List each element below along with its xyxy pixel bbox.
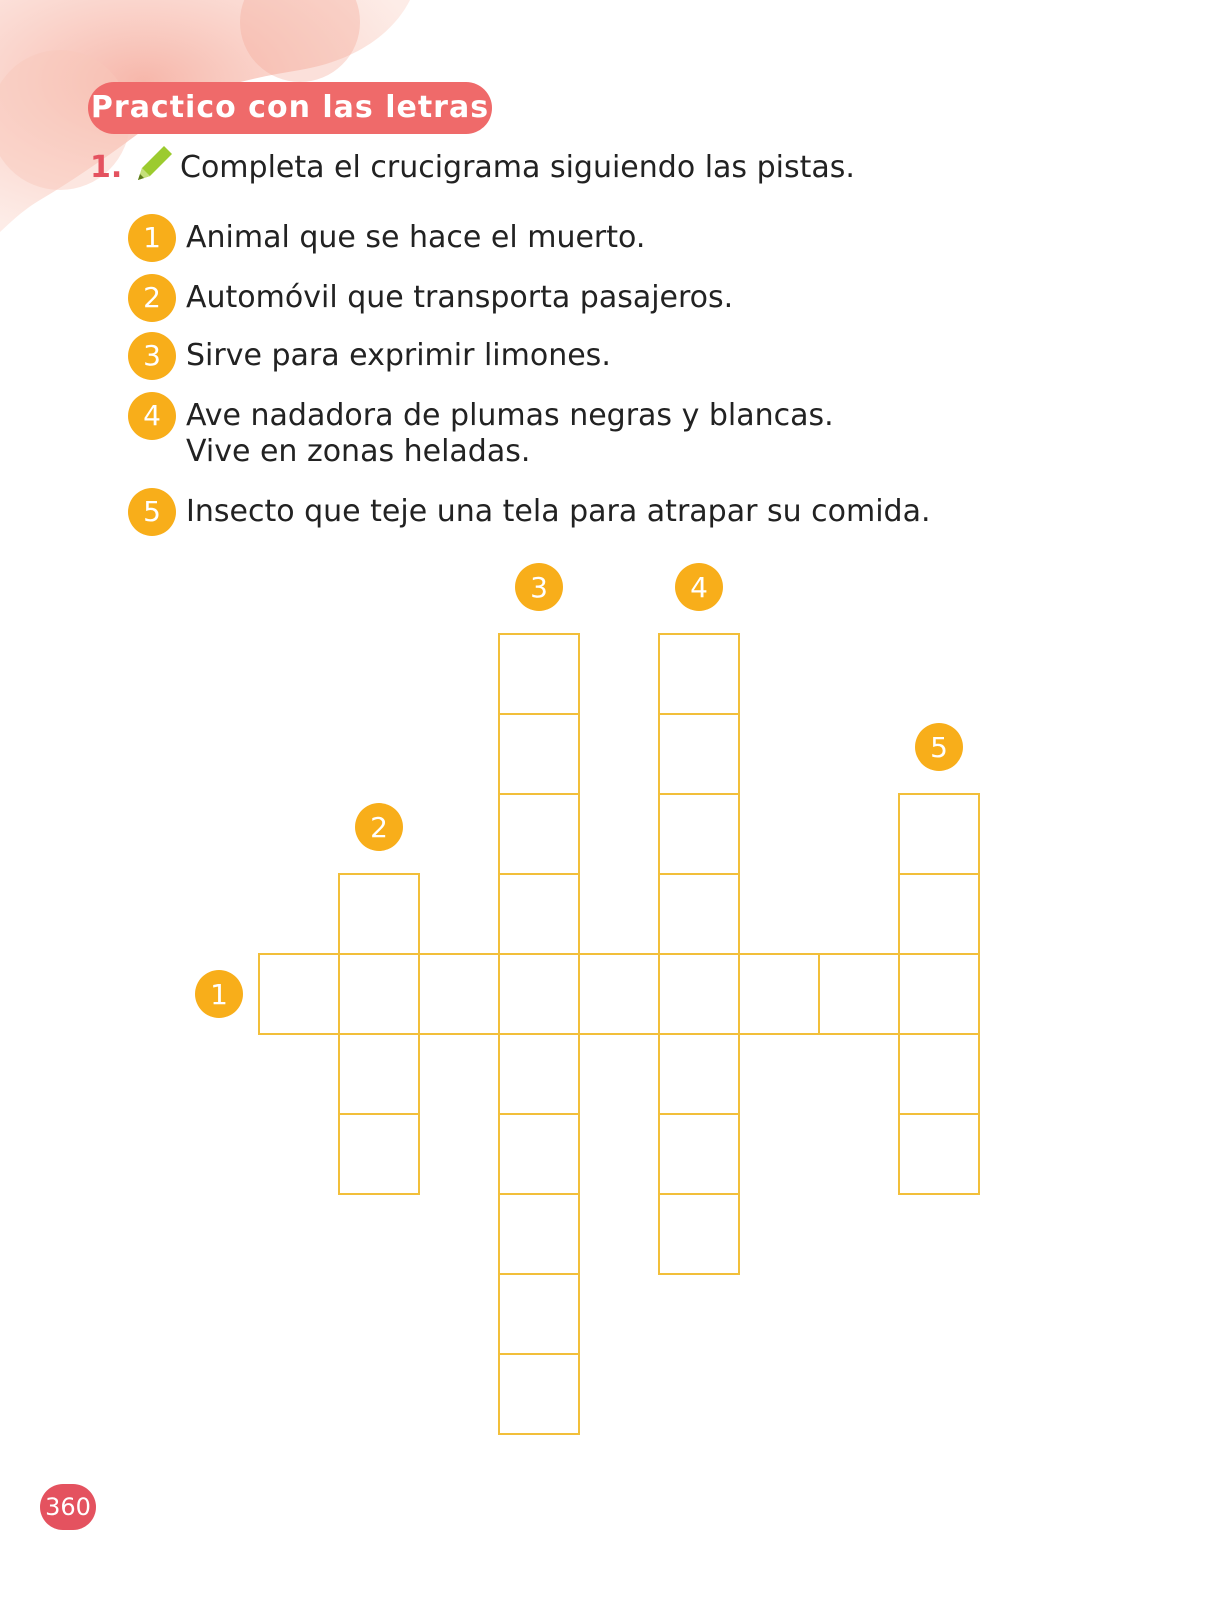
section-title: Practico con las letras — [88, 82, 492, 134]
crossword-number-3 — [515, 563, 563, 611]
crossword-cell[interactable] — [819, 954, 899, 1034]
svg-text:3: 3 — [530, 571, 548, 604]
crossword-cell[interactable] — [339, 1114, 419, 1194]
crossword-cell[interactable] — [739, 954, 819, 1034]
clue-text: Automóvil que transporta pasajeros. — [186, 280, 734, 315]
crossword-cell[interactable] — [499, 634, 579, 714]
crossword-cell[interactable] — [499, 954, 579, 1034]
crossword-cell[interactable] — [579, 954, 659, 1034]
crossword-cell[interactable] — [499, 714, 579, 794]
crossword-cell[interactable] — [899, 1034, 979, 1114]
clue-text: Animal que se hace el muerto. — [186, 220, 646, 255]
crossword-number-2 — [355, 803, 403, 851]
svg-text:4: 4 — [690, 571, 708, 604]
clue-text-line-2: Vive en zonas heladas. — [186, 434, 531, 469]
crossword-cell[interactable] — [259, 954, 339, 1034]
clue-badge: 5 — [128, 488, 176, 536]
crossword-cell[interactable] — [419, 954, 499, 1034]
crossword-cell[interactable] — [339, 954, 419, 1034]
crossword-cell[interactable] — [499, 794, 579, 874]
crossword-cell[interactable] — [899, 1114, 979, 1194]
crossword-cell[interactable] — [659, 714, 739, 794]
crossword-number-5 — [915, 723, 963, 771]
crossword-cell[interactable] — [659, 1114, 739, 1194]
crossword-cell[interactable] — [659, 1194, 739, 1274]
svg-text:5: 5 — [930, 731, 948, 764]
clue-text: Sirve para exprimir limones. — [186, 338, 611, 373]
crossword-cell[interactable] — [659, 954, 739, 1034]
crossword-cell[interactable] — [659, 874, 739, 954]
crossword-cell[interactable] — [659, 794, 739, 874]
crossword-cell[interactable] — [499, 1354, 579, 1434]
crossword-cell[interactable] — [659, 634, 739, 714]
clue-badge: 2 — [128, 274, 176, 322]
crossword-cell[interactable] — [499, 1274, 579, 1354]
crossword-cell[interactable] — [899, 794, 979, 874]
crossword-cell[interactable] — [339, 874, 419, 954]
instruction-text: Completa el crucigrama siguiendo las pistas. — [180, 150, 855, 185]
crossword-cell[interactable] — [499, 1114, 579, 1194]
crossword-cell[interactable] — [899, 954, 979, 1034]
crossword-cell[interactable] — [499, 1194, 579, 1274]
svg-text:2: 2 — [370, 811, 388, 844]
clue-badge: 3 — [128, 332, 176, 380]
svg-text:1: 1 — [210, 978, 228, 1011]
crossword-cell[interactable] — [339, 1034, 419, 1114]
page-number: 360 — [40, 1484, 96, 1530]
clue-badge: 4 — [128, 392, 176, 440]
crossword-number-4 — [675, 563, 723, 611]
exercise-number: 1. — [90, 150, 123, 185]
clue-badge: 1 — [128, 214, 176, 262]
clue-text-line-1: Ave nadadora de plumas negras y blancas. — [186, 398, 834, 433]
crossword-cell[interactable] — [659, 1034, 739, 1114]
crossword-number-1 — [195, 970, 243, 1018]
crossword-cell[interactable] — [499, 874, 579, 954]
crossword-cell[interactable] — [899, 874, 979, 954]
crossword-cell[interactable] — [499, 1034, 579, 1114]
clue-text: Insecto que teje una tela para atrapar su comida. — [186, 494, 931, 529]
